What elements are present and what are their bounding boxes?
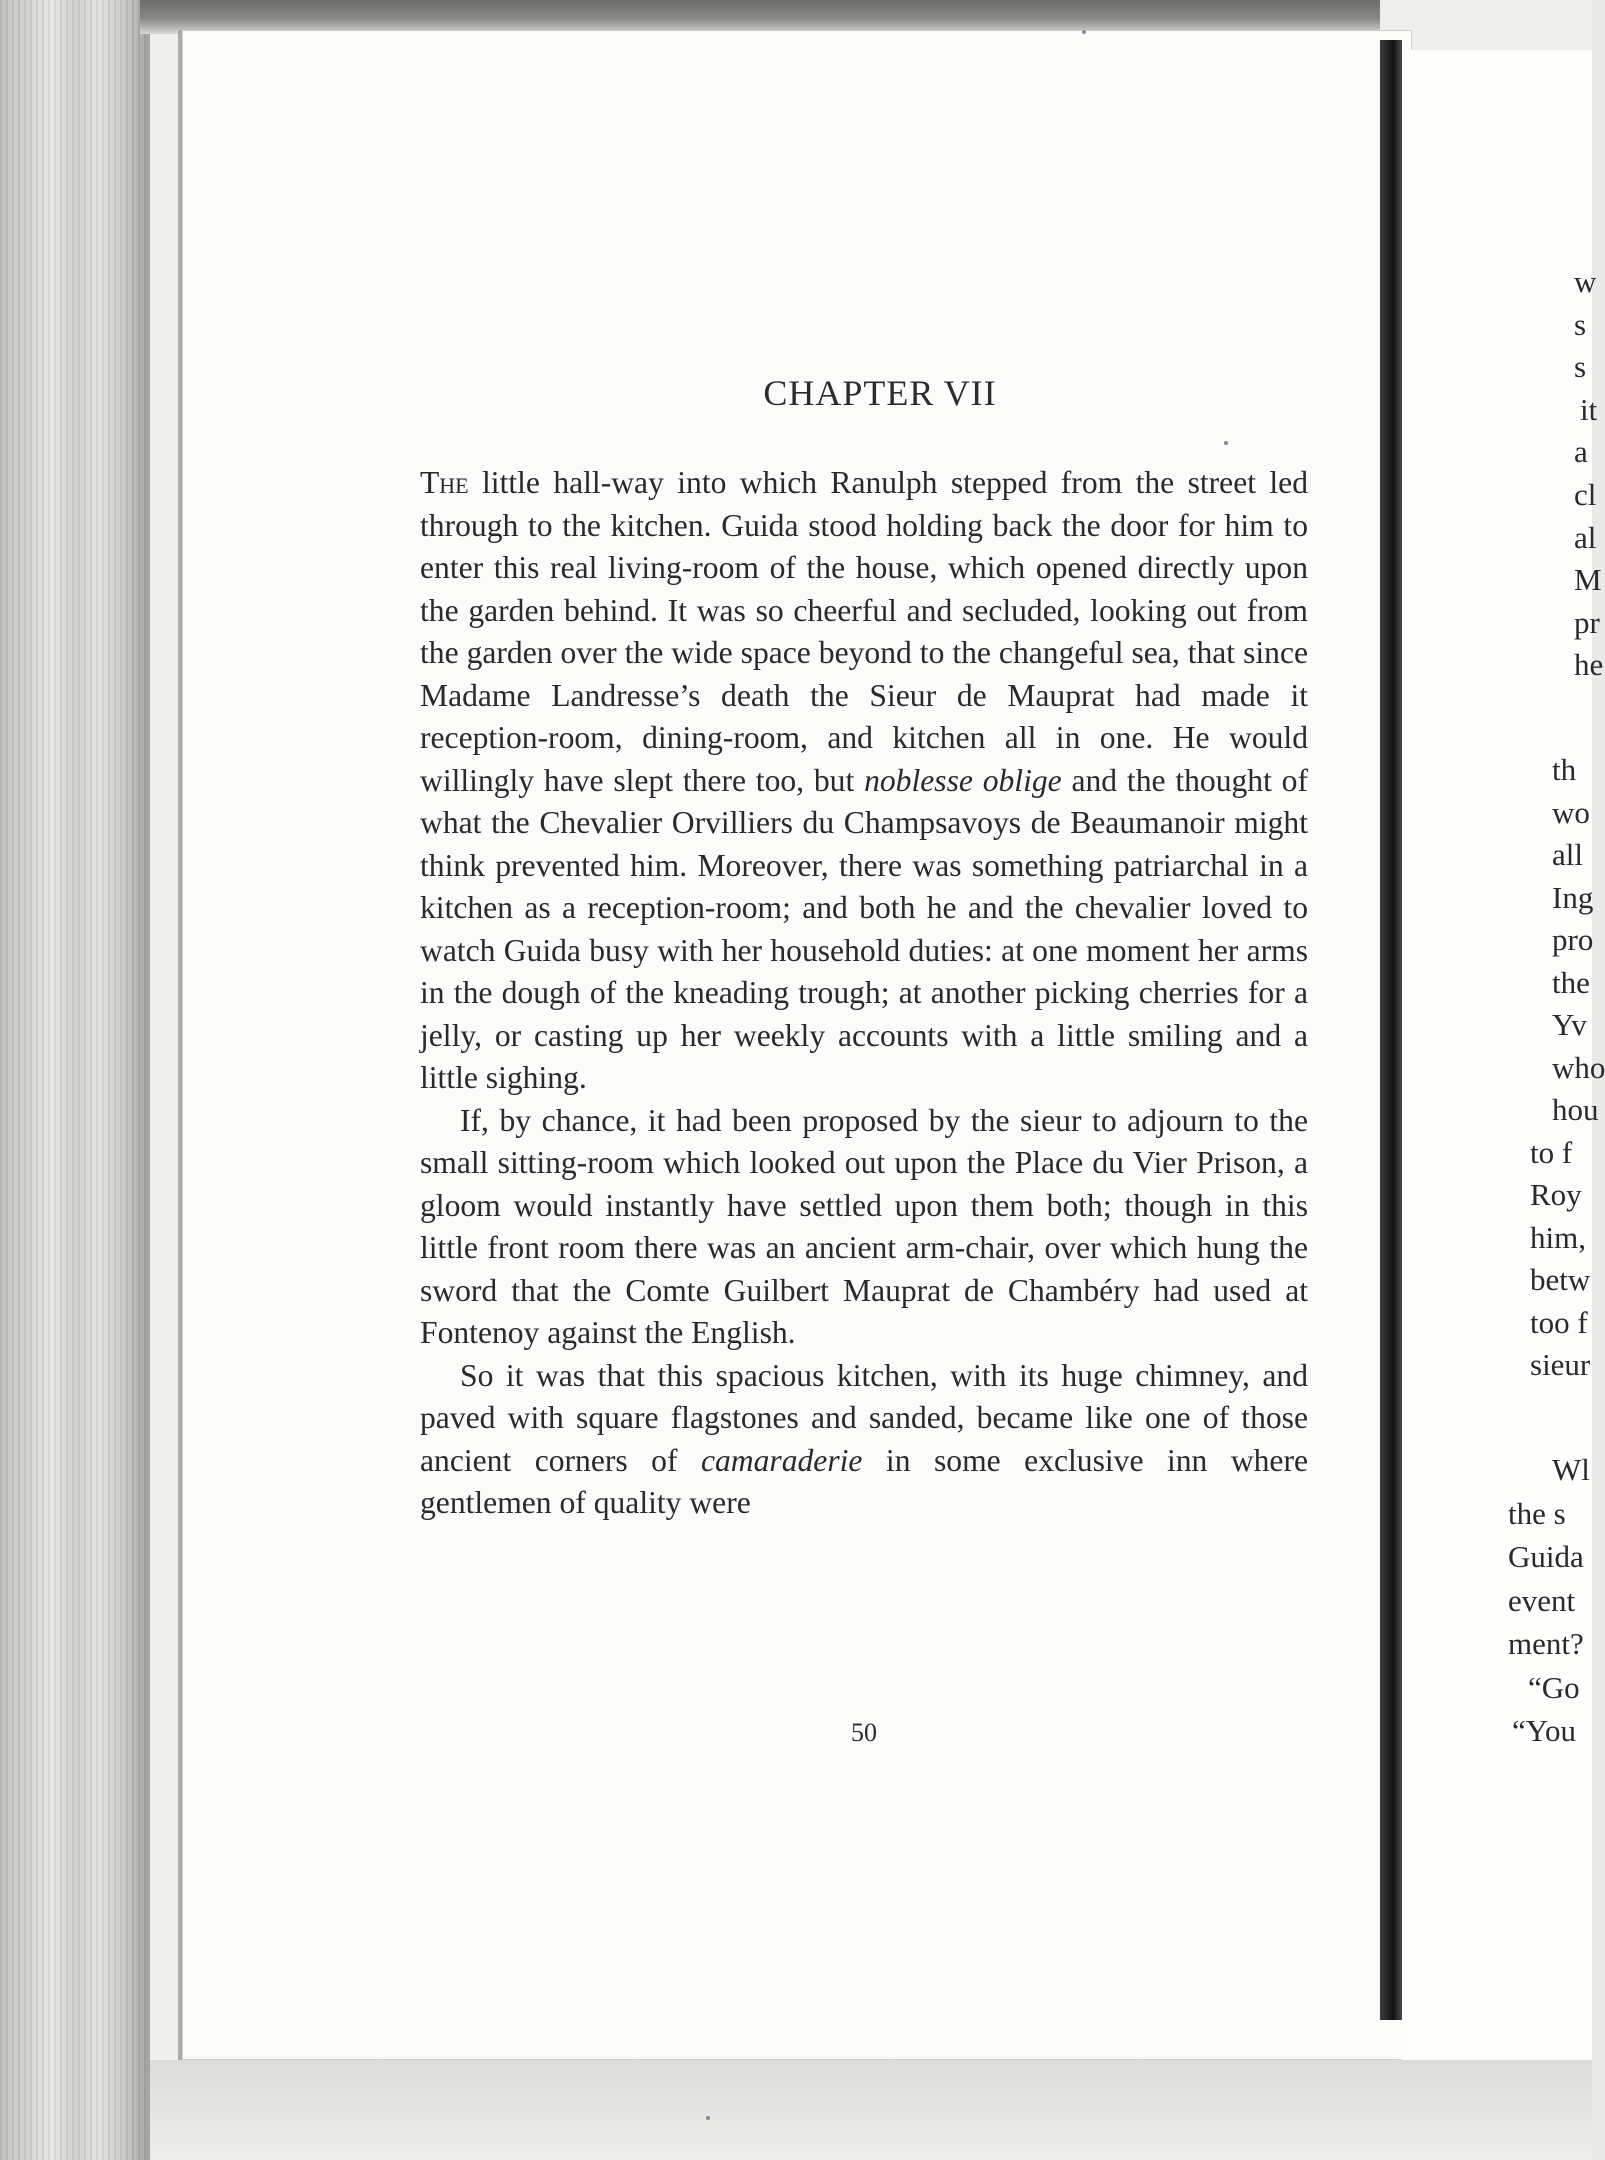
- facing-page-line: event: [1508, 1582, 1576, 1618]
- facing-page-line: the: [1552, 964, 1590, 1000]
- facing-page-line: s: [1574, 306, 1587, 342]
- paragraph-3-italic: camaraderie: [700, 1442, 863, 1478]
- facing-page-line: th: [1552, 752, 1577, 787]
- paragraph-1: [420, 462, 1308, 1100]
- paragraph-3-text-after: in some exclusive inn where gentlemen of quality were: [420, 1442, 1308, 1520]
- facing-page-line: it: [1580, 391, 1598, 427]
- paragraph-1-text: little hall-way into which Ranulph stepped from the street led through to the kitchen. Guida stood holding back the door for him to enter this real living-room of the house, which opened directly upon the garden behind. It was so cheerful and secluded, looking out from the garden over the wide space beyond to the changeful sea, that since Madame Landresse’s death the Sieur de Mauprat had made it reception-room, dining-room, and kitchen all in one. He would willingly have slept there too, but: [420, 465, 1308, 798]
- paragraph-1-text-after: and the thought of what the Chevalier Orvilliers du Champsavoys de Beaumanoir might think prevented him. Moreover, there was something patriarchal in a kitchen as a reception-room; and both he and the chevalier loved to watch Guida busy with her household duties: at one moment her arms in the dough of the kneading trough; at another picking cherries for a jelly, or casting up her weekly accounts with a little smiling and a little sighing.: [420, 762, 1308, 1095]
- facing-page: [1402, 50, 1605, 2070]
- page-stack-texture: [0, 0, 150, 2160]
- facing-page-line: pr: [1574, 604, 1600, 640]
- facing-page-line: wo: [1552, 794, 1590, 830]
- facing-page-line: all: [1552, 837, 1583, 872]
- facing-page-line: Ing: [1552, 879, 1594, 915]
- facing-page-line: w: [1574, 264, 1597, 299]
- book-gutter: [1380, 40, 1402, 2020]
- facing-page-line: who: [1552, 1049, 1605, 1085]
- paragraph-3: [420, 1355, 1308, 1525]
- ink-speck: [706, 2116, 710, 2120]
- paragraph-2: If, by chance, it had been proposed by the sieur to adjourn to the small sitting-room which looked out upon the Place du Vier Prison, a gloom would instantly have settled upon them both; though in this little front room there was an ancient arm-chair, over which hung the sword that the Comte Guilbert Mauprat de Chambéry had used at Fontenoy against the English.: [420, 1102, 1308, 1350]
- facing-page-line: the s: [1508, 1495, 1566, 1531]
- facing-page-line: al: [1574, 519, 1597, 555]
- facing-page-line: Yv: [1552, 1007, 1587, 1042]
- facing-page-line: sieur: [1530, 1347, 1591, 1382]
- facing-page-line: hou: [1552, 1092, 1599, 1127]
- facing-page-line: he: [1574, 647, 1604, 683]
- facing-page-line: s: [1574, 349, 1587, 385]
- facing-page-line: Roy: [1530, 1177, 1582, 1212]
- book-binding-top: [140, 0, 1380, 34]
- facing-page-line: a: [1574, 434, 1588, 470]
- facing-page-line: too f: [1530, 1304, 1588, 1340]
- body-text: [420, 462, 1308, 1525]
- facing-page-line: Wl: [1552, 1452, 1590, 1487]
- facing-page-line: “Go: [1528, 1669, 1580, 1705]
- facing-page-line: ment?: [1508, 1626, 1584, 1661]
- facing-page-line: to f: [1530, 1134, 1573, 1170]
- paragraph-3-text: So it was that this spacious kitchen, with its huge chimney, and paved with square flagstones and sanded, became like one of those ancient corners of: [420, 1357, 1308, 1478]
- chapter-title: CHAPTER VII: [763, 373, 997, 413]
- facing-page-line: betw: [1530, 1262, 1591, 1297]
- facing-page-line: Guida: [1508, 1539, 1584, 1574]
- scan-bottom-margin: [150, 2060, 1592, 2160]
- facing-page-line: “You: [1512, 1713, 1577, 1748]
- ink-speck: [1224, 441, 1228, 445]
- facing-page-line: him,: [1530, 1219, 1586, 1255]
- page-number: 50: [851, 1718, 877, 1747]
- facing-page-line: pro: [1552, 922, 1594, 957]
- facing-page-line: cl: [1574, 477, 1597, 512]
- paragraph-1-italic: noblesse oblige: [864, 762, 1062, 798]
- ink-speck: [1082, 30, 1086, 34]
- paragraph-lead-smallcaps: The: [420, 465, 469, 500]
- page-stack-edge: [0, 0, 150, 2160]
- facing-page-line: M: [1574, 562, 1602, 598]
